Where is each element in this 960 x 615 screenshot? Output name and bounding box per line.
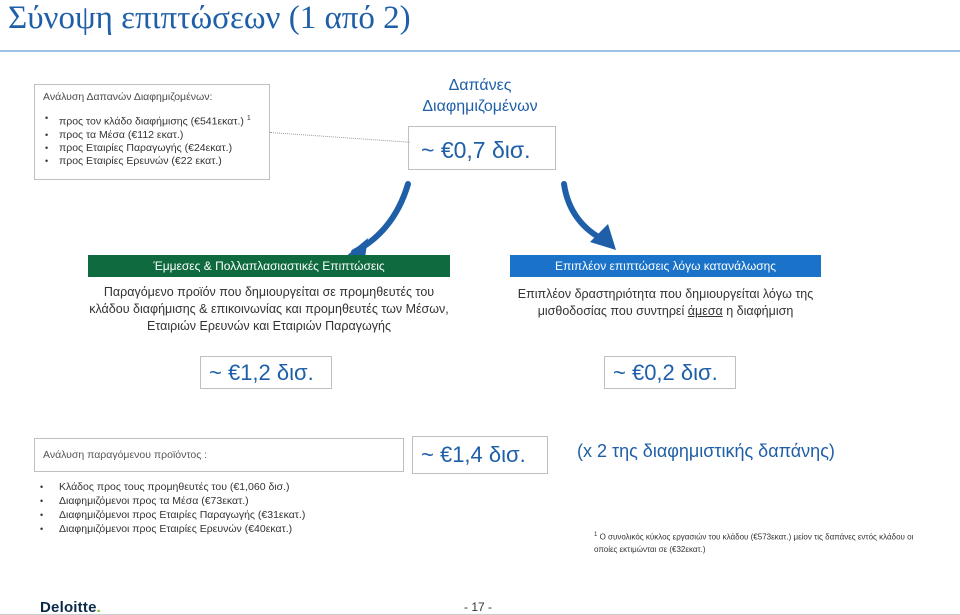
advertiser-spend-heading: Ανάλυση Δαπανών Διαφημιζομένων: <box>43 91 213 103</box>
footnote-marker: 1 <box>246 115 251 122</box>
connector-dotted-line <box>270 132 410 143</box>
curved-arrow-right-icon <box>556 178 626 258</box>
indirect-effects-value: ~ €1,2 δισ. <box>200 356 332 389</box>
page-title: Σύνοψη επιπτώσεων (1 από 2) <box>8 0 411 36</box>
deloitte-logo: Deloitte. <box>40 599 101 615</box>
advertiser-spend-list <box>43 112 261 168</box>
consumption-effects-text: Επιπλέον δραστηριότητα που δημιουργείται λόγω της μισθοδοσίας που συντηρεί άμεσα η διαφήμιση <box>517 287 814 318</box>
title-divider <box>0 50 960 52</box>
total-impact-value: ~ €1,4 δισ. <box>412 436 548 474</box>
output-analysis-heading: Ανάλυση παραγόμενου προϊόντος : <box>43 449 208 461</box>
list-item: • Διαφημιζόμενοι προς Εταιρίες Παραγωγής (€31εκατ.) <box>34 508 305 522</box>
underlined-word: άμεσα <box>687 304 723 318</box>
advertiser-spend-breakdown-box <box>34 84 270 180</box>
indirect-effects-text: Παραγόμενο προϊόν που δημιουργείται σε προμηθευτές του κλάδου διαφήμισης & επικοινωνίας και προμηθευτές των Μέσων, Εταιριών Ερευνών και Εταιριών Παραγωγής <box>89 285 449 333</box>
indirect-effects-header: Έμμεσες & Πολλαπλασιαστικές Επιπτώσεις <box>88 255 450 277</box>
consumption-effects-header: Επιπλέον επιπτώσεις λόγω κατανάλωσης <box>510 255 821 277</box>
list-item: • Κλάδος προς τους προμηθευτές του (€1,060 δισ.) <box>34 480 305 494</box>
list-item: • προς τον κλάδο διαφήμισης (€541εκατ.) $^1$ <box>43 112 261 129</box>
list-item: • Διαφημιζόμενοι προς τα Μέσα (€73εκατ.) <box>34 494 305 508</box>
page-number: - 17 - <box>464 600 493 614</box>
output-analysis-list <box>34 480 305 536</box>
list-item: • προς Εταιρίες Παραγωγής (€24εκατ.) <box>43 142 261 155</box>
footnote-marker: 1 <box>594 532 598 538</box>
advertiser-spend-title: Δαπάνες Διαφημιζομένων <box>422 77 538 115</box>
consumption-effects-value: ~ €0,2 δισ. <box>604 356 736 389</box>
advertiser-spend-value-box <box>408 126 556 170</box>
list-item: • προς τα Μέσα (€112 εκατ.) <box>43 129 261 142</box>
advertiser-spend-value: ~ €0,7 δισ. <box>421 137 531 163</box>
list-item: • Διαφημιζόμενοι προς Εταιρίες Ερευνών (€40εκατ.) <box>34 522 305 536</box>
list-item: • προς Εταιρίες Ερευνών (€22 εκατ.) <box>43 155 261 168</box>
footnote: $^1$ Ο συνολικός κύκλος εργασιών του κλάδου (€573εκατ.) μείον τις δαπάνες εντός κλάδου οι οποίες εκτιμώνται σε (€32εκατ.) <box>594 532 914 554</box>
multiplier-note: (x 2 της διαφημιστικής δαπάνης) <box>577 441 835 461</box>
output-analysis-box <box>34 438 404 472</box>
